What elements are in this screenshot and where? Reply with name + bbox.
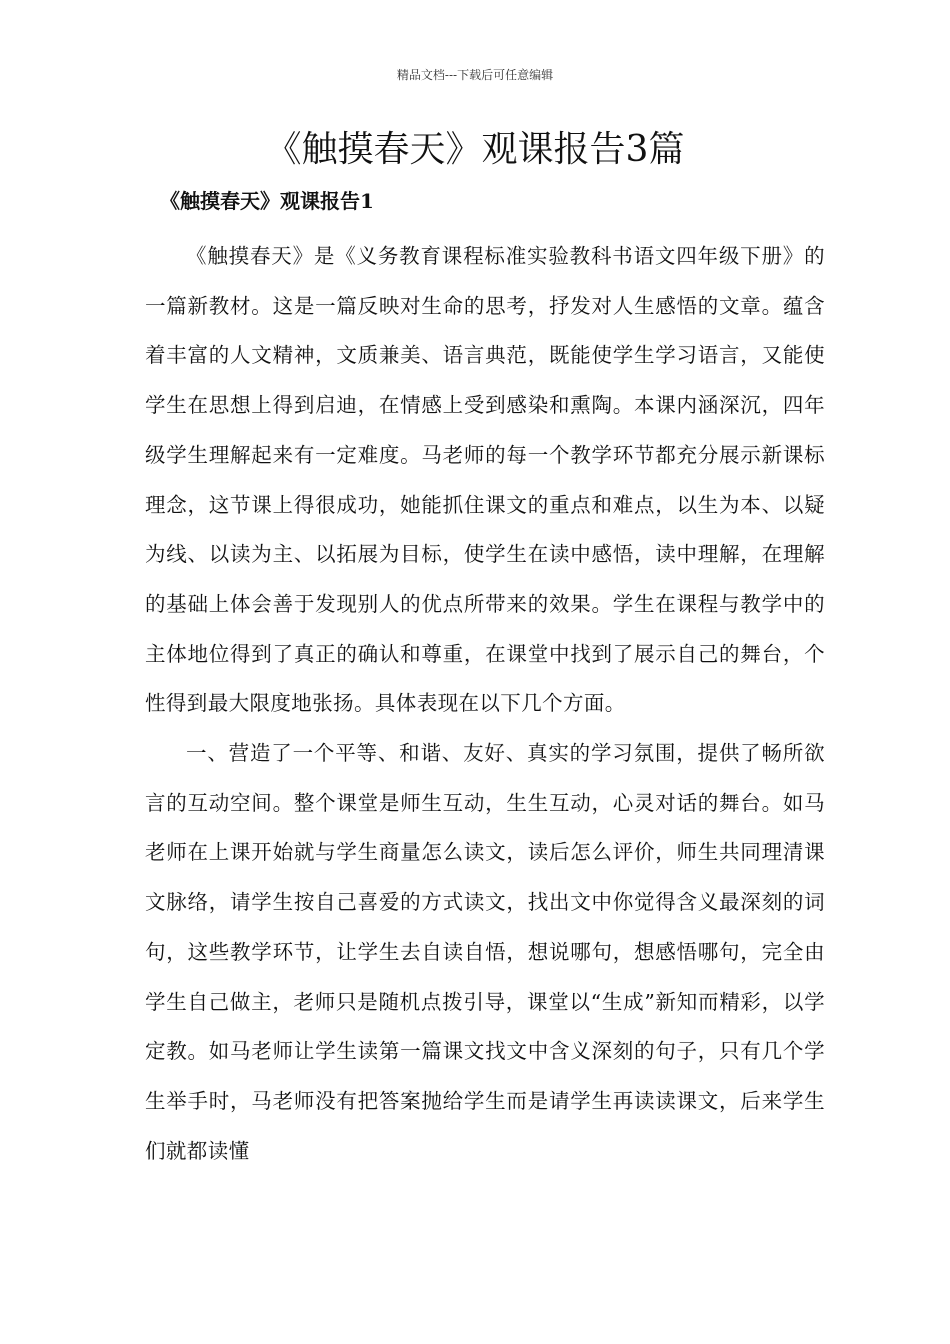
- paragraph-point-one: 一、营造了一个平等、和谐、友好、真实的学习氛围，提供了畅所欲言的互动空间。整个课堂是师生互动，生生互动，心灵对话的舞台。如马老师在上课开始就与学生商量怎么读文，读后怎么评价，师生共同理清课文脉络，请学生按自己喜爱的方式读文，找出文中你觉得含义最深刻的词句，这些教学环节，让学生去自读自悟，想说哪句，想感悟哪句，完全由学生自己做主，老师只是随机点拨引导，课堂以“生成”新知而精彩，以学定教。如马老师让学生读第一篇课文找文中含义深刻的句子，只有几个学生举手时，马老师没有把答案抛给学生而是请学生再读读课文，后来学生们就都读懂: [145, 741, 825, 1163]
- section-heading: 《触摸春天》观课报告1: [160, 189, 374, 213]
- body-text: [145, 232, 825, 1176]
- paragraph-intro: 《触摸春天》是《义务教育课程标准实验教科书语文四年级下册》的一篇新教材。这是一篇反映对生命的思考，抒发对人生感悟的文章。蕴含着丰富的人文精神，文质兼美、语言典范，既能使学生学习语言，又能使学生在思想上得到启迪，在情感上受到感染和熏陶。本课内涵深沉，四年级学生理解起来有一定难度。马老师的每一个教学环节都充分展示新课标理念，这节课上得很成功，她能抓住课文的重点和难点，以生为本、以疑为线、以读为主、以拓展为目标，使学生在读中感悟，读中理解，在理解的基础上体会善于发现别人的优点所带来的效果。学生在课程与教学中的主体地位得到了真正的确认和尊重，在课堂中找到了展示自己的舞台，个性得到最大限度地张扬。具体表现在以下几个方面。: [145, 244, 825, 716]
- header-note: 精品文档---下载后可任意编辑: [396, 68, 554, 82]
- document-title: 《触摸春天》观课报告3篇: [265, 129, 685, 170]
